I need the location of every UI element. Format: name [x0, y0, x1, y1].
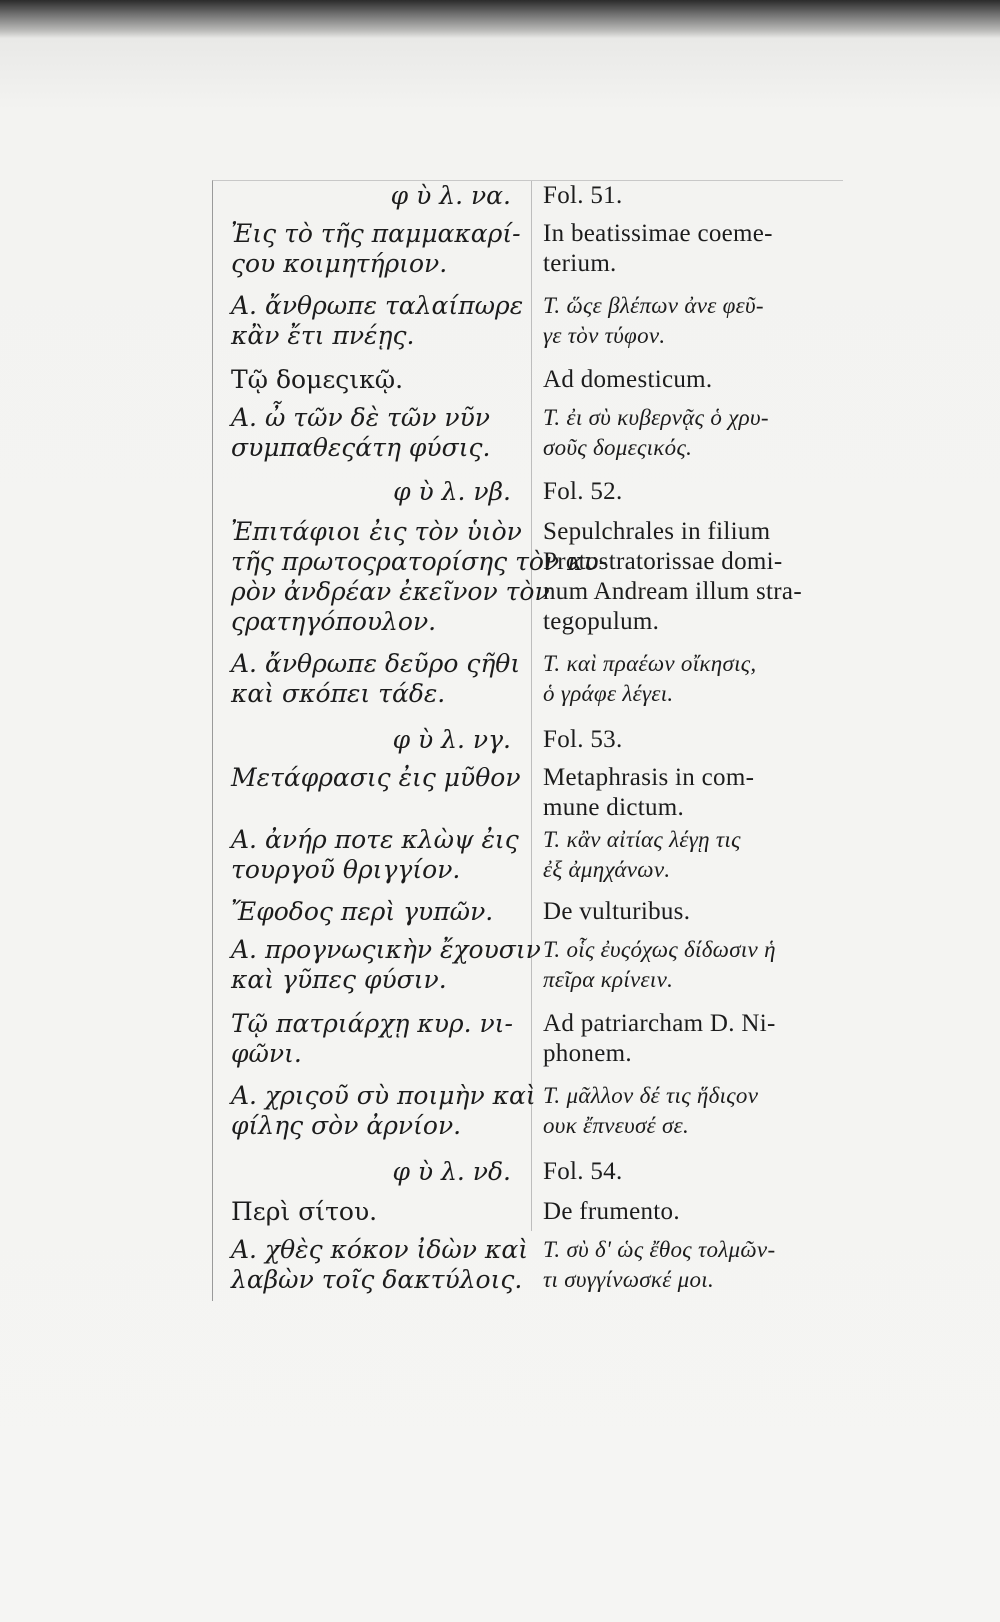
fol52-greek-verse-line: καὶ σκόπει τάδε.	[231, 679, 446, 708]
fol54-translation-line: τι συγγίνωσκέ μοι.	[543, 1267, 715, 1292]
fol54-greek-title: Περὶ σίτου.	[231, 1197, 378, 1226]
fol53-greek-subtitle: φῶνι.	[231, 1039, 302, 1068]
fol53-translation-line: T. μᾶλλον δέ τις ἥδιςον	[543, 1083, 759, 1108]
text-block	[212, 180, 843, 1301]
fol51-translation-line: T. ἐι σὺ κυβερνᾷς ὁ χρυ-	[543, 405, 769, 430]
column-divider	[531, 181, 532, 1231]
fol51-greek-title-line: Ἐις τὸ τῆς παμμακαρί-	[231, 219, 521, 248]
fol54-translation-line: T. σὺ δ' ὡς ἔθος τολμῶν-	[543, 1237, 776, 1262]
fol52-greek-title-line: ςρατηγόπουλον.	[231, 607, 437, 636]
fol53-translation-line: T. κἂν αἰτίας λέγῃ τις	[543, 827, 741, 852]
fol53-greek-verse-line: τουργοῦ θριγγίον.	[231, 855, 461, 884]
fol51-title-line: In beatissimae coeme-	[543, 220, 773, 247]
fol53-greek-verse-line: καὶ γῦπες φύσιν.	[231, 965, 447, 994]
fol52-greek-heading: φ ὺ λ. νβ.	[393, 477, 511, 506]
fol51-title-line: terium.	[543, 250, 617, 277]
fol53-title-line: mune dictum.	[543, 794, 685, 821]
fol53-greek-verse-line: Α. ἀνήρ ποτε κλὼψ ἐις	[231, 825, 519, 854]
fol53-subtitle: phonem.	[543, 1040, 632, 1067]
fol51-translation-line: T. ὥςε βλέπων ἀνε φεῦ-	[543, 293, 764, 318]
fol53-greek-heading: φ ὺ λ. νγ.	[392, 725, 511, 754]
fol52-greek-title-line: Ἐπιτάφιοι ἐις τὸν ὑιὸν	[231, 517, 522, 546]
fol53-subtitle: Ad patriarcham D. Ni-	[543, 1010, 776, 1037]
fol53-greek-verse-line: Α. χριςοῦ σὺ ποιμὴν καὶ	[231, 1081, 536, 1110]
fol51-translation-line: γε τὸν τύφον.	[543, 323, 666, 348]
fol53-translation-line: ουκ ἔπνευσέ σε.	[543, 1113, 690, 1138]
fol52-title-line: Protostratorissae domi-	[543, 548, 783, 575]
fol53-title-line: Metaphrasis in com-	[543, 764, 755, 791]
fol53-translation-line: πεῖρα κρίνειν.	[543, 967, 674, 992]
fol52-title-line: num Andream illum stra-	[543, 578, 802, 605]
fol51-greek-subtitle: Τῷ δομεςικῷ.	[231, 365, 404, 394]
fol53-greek-subtitle: Τῷ πατριάρχῃ κυρ. νι-	[231, 1009, 513, 1038]
fol51-subtitle: Ad domesticum.	[543, 366, 713, 393]
fol51-greek-heading: φ ὺ λ. να.	[390, 181, 511, 210]
scan-edge-shadow	[0, 0, 1000, 38]
fol53-heading: Fol. 53.	[543, 726, 623, 753]
fol52-title-line: Sepulchrales in filium	[543, 518, 771, 545]
fol51-greek-verse-line: Α. ἄνθρωπε ταλαίπωρε	[231, 291, 524, 320]
fol54-heading: Fol. 54.	[543, 1158, 623, 1185]
fol54-title: De frumento.	[543, 1198, 680, 1225]
fol54-greek-verse-line: Α. χθὲς κόκον ἰδὼν καὶ	[231, 1235, 529, 1264]
fol53-translation-line: T. οἷς ἐυςόχως δίδωσιν ἡ	[543, 937, 776, 962]
fol54-greek-heading: φ ὺ λ. νδ.	[392, 1157, 511, 1186]
fol53-greek-title-line: Μετάφρασις ἐις μῦθον	[231, 763, 521, 792]
fol53-greek-subtitle: Ἔφοδος περὶ γυπῶν.	[231, 897, 494, 926]
fol53-subtitle: De vulturibus.	[543, 898, 691, 925]
fol52-greek-title-line: ρὸν ἀνδρέαν ἐκεῖνον τὸν	[231, 577, 550, 606]
fol53-translation-line: ἐξ ἀμηχάνων.	[543, 857, 671, 882]
fol52-translation-line: ὁ γράφε λέγει.	[543, 681, 674, 706]
fol51-greek-verse-line: συμπαθεςάτη φύσις.	[231, 433, 491, 462]
fol53-greek-verse-line: φίλης σὸν ἀρνίον.	[231, 1111, 462, 1140]
fol51-greek-verse-line: Α. ὦ τῶν δὲ τῶν νῦν	[231, 403, 491, 432]
fol51-translation-line: σοῦς δομεςικός.	[543, 435, 693, 460]
fol52-heading: Fol. 52.	[543, 478, 623, 505]
fol51-greek-verse-line: κἂν ἔτι πνέῃς.	[231, 321, 415, 350]
fol52-translation-line: T. καὶ πραέων οἴκησις,	[543, 651, 757, 676]
fol52-greek-title-line: τῆς πρωτοςρατορίσης τὸν κυ-	[231, 547, 608, 576]
fol51-greek-title-line: ςου κοιμητήριον.	[231, 249, 448, 278]
fol54-greek-verse-line: λαβὼν τοῖς δακτύλοις.	[231, 1265, 523, 1294]
fol53-greek-verse-line: Α. προγνωςικὴν ἔχουσιν	[231, 935, 541, 964]
fol52-title-line: tegopulum.	[543, 608, 660, 635]
fol51-heading: Fol. 51.	[543, 182, 623, 209]
fol52-greek-verse-line: Α. ἄνθρωπε δεῦρο ςῆθι	[231, 649, 521, 678]
